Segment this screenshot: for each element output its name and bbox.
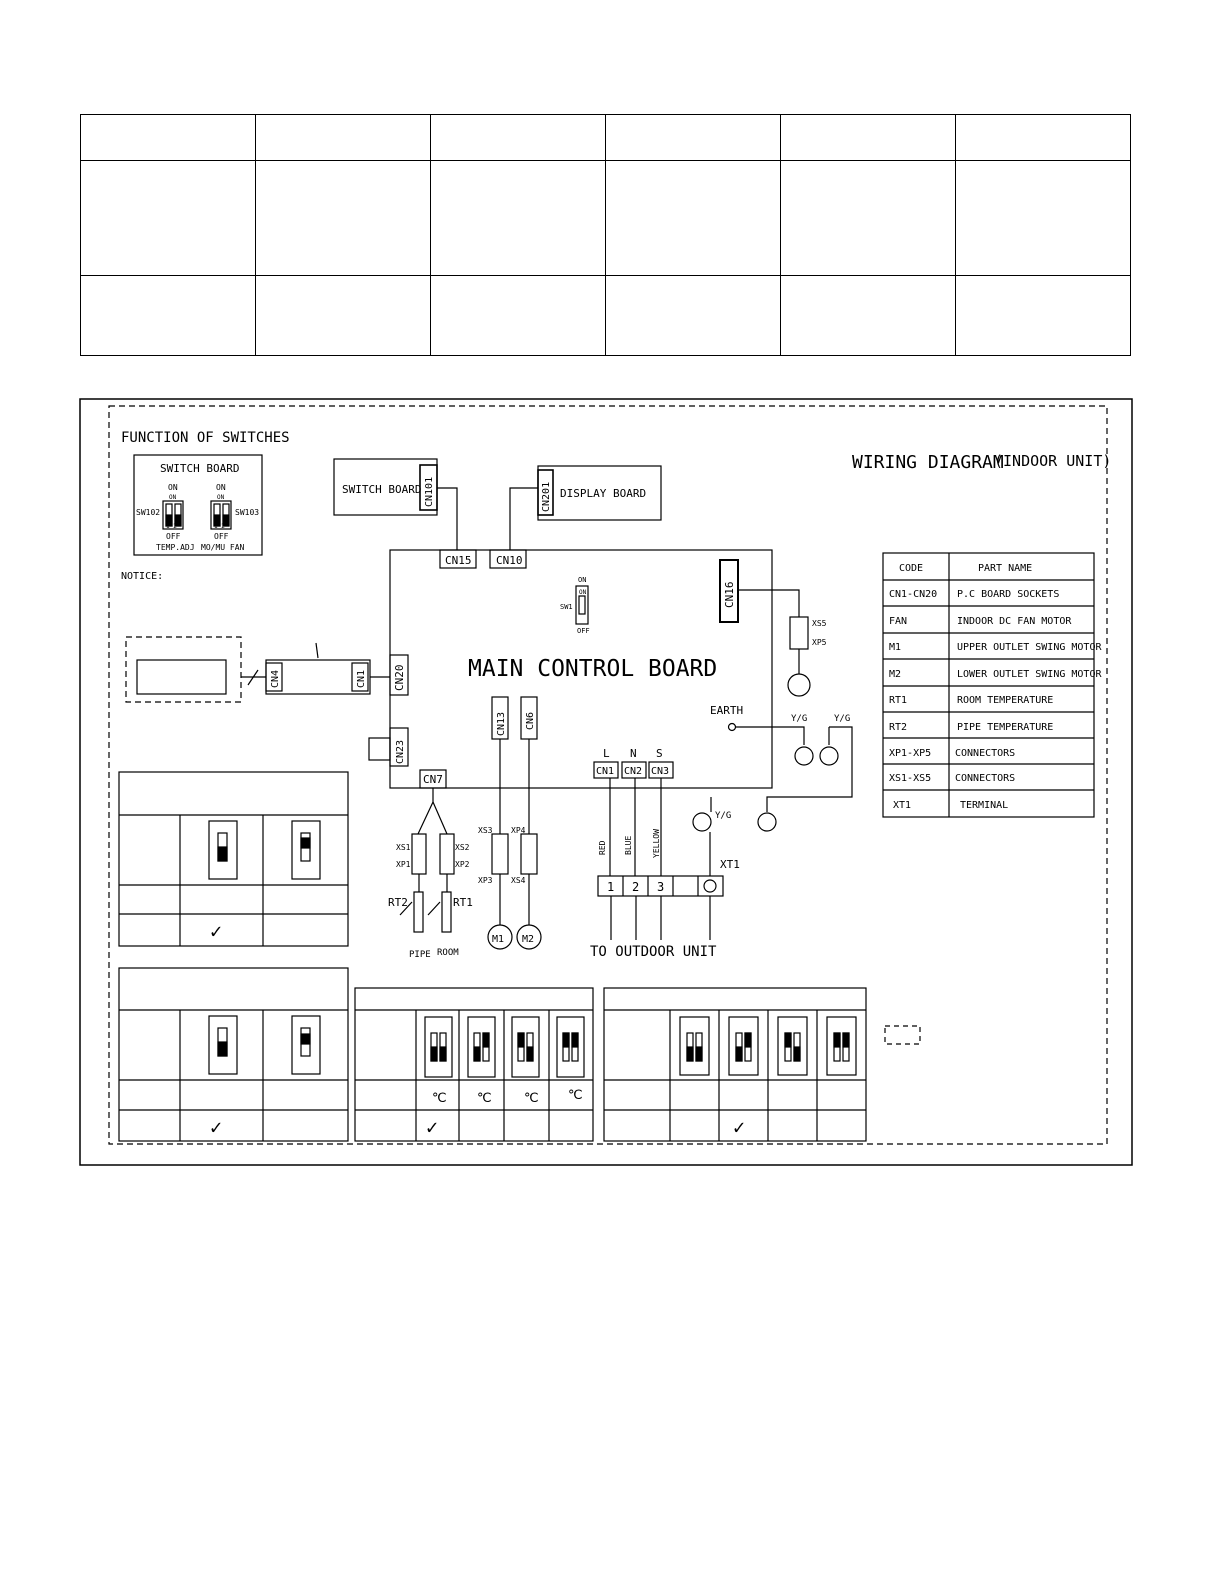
svg-text:RT1: RT1 [889, 695, 908, 706]
svg-text:CN2: CN2 [624, 766, 643, 777]
svg-text:N: N [630, 747, 637, 760]
svg-text:℃: ℃ [524, 1091, 539, 1106]
svg-text:CN1-CN20: CN1-CN20 [889, 589, 938, 600]
svg-text:FAN: FAN [889, 616, 908, 627]
svg-text:RT2: RT2 [388, 896, 408, 909]
svg-text:XP1-XP5: XP1-XP5 [889, 748, 932, 759]
svg-text:YELLOW: YELLOW [652, 829, 661, 858]
svg-text:M1: M1 [492, 934, 505, 945]
svg-text:XP4: XP4 [511, 826, 526, 835]
svg-text:CN23: CN23 [395, 739, 406, 764]
svg-text:XP3: XP3 [478, 876, 493, 885]
svg-text:CN13: CN13 [496, 711, 507, 736]
diagram-title-suffix: (INDOOR UNIT) [994, 452, 1112, 470]
svg-text:OFF: OFF [166, 532, 181, 541]
svg-text:Y/G: Y/G [834, 714, 851, 724]
svg-text:℃: ℃ [432, 1091, 447, 1106]
svg-text:CN20: CN20 [393, 664, 406, 691]
outdoor-unit-label: TO OUTDOOR UNIT [590, 944, 717, 960]
svg-text:XT1: XT1 [720, 858, 740, 871]
main-board-label: MAIN CONTROL BOARD [468, 656, 718, 682]
svg-text:XP5: XP5 [812, 638, 827, 647]
switch-board-label: SWITCH BOARD [342, 483, 422, 496]
svg-text:1 2: 1 2 [166, 523, 177, 530]
svg-text:CN7: CN7 [423, 773, 443, 786]
svg-text:PIPE: PIPE [409, 950, 431, 960]
svg-text:RED: RED [598, 840, 607, 855]
svg-text:ROOM TEMPERATURE: ROOM TEMPERATURE [957, 695, 1054, 706]
svg-text:SW102: SW102 [136, 508, 161, 517]
svg-text:ON: ON [169, 494, 177, 501]
svg-text:CONNECTORS: CONNECTORS [955, 748, 1016, 759]
svg-text:INDOOR DC FAN MOTOR: INDOOR DC FAN MOTOR [957, 616, 1072, 627]
svg-text:CN3: CN3 [651, 766, 670, 777]
svg-text:UPPER OUTLET SWING MOTOR: UPPER OUTLET SWING MOTOR [957, 642, 1102, 653]
svg-text:S: S [656, 747, 663, 760]
svg-text:XS4: XS4 [511, 876, 526, 885]
svg-text:TEMP.ADJ: TEMP.ADJ [156, 543, 195, 552]
svg-text:MO/MU FAN: MO/MU FAN [201, 543, 245, 552]
svg-text:XS3: XS3 [478, 826, 493, 835]
svg-text:CODE: CODE [899, 563, 924, 574]
function-heading: FUNCTION OF SWITCHES [121, 430, 290, 446]
svg-text:1 2: 1 2 [214, 523, 225, 530]
svg-text:3: 3 [657, 880, 665, 894]
svg-text:XS1: XS1 [396, 843, 411, 852]
svg-text:CN6: CN6 [525, 711, 536, 730]
svg-text:M2: M2 [889, 669, 902, 680]
svg-text:M1: M1 [889, 642, 902, 653]
svg-text:CN101: CN101 [424, 476, 435, 507]
svg-text:CN15: CN15 [445, 554, 472, 567]
svg-text:OFF: OFF [214, 532, 229, 541]
svg-text:PIPE TEMPERATURE: PIPE TEMPERATURE [957, 722, 1054, 733]
svg-text:✓: ✓ [733, 1115, 746, 1139]
svg-text:ON: ON [578, 576, 587, 584]
svg-text:Y/G: Y/G [715, 811, 732, 821]
svg-text:XT1: XT1 [893, 800, 912, 811]
svg-text:CN4: CN4 [270, 669, 281, 688]
svg-text:EARTH: EARTH [710, 704, 744, 717]
svg-text:M2: M2 [522, 934, 535, 945]
svg-text:OFF: OFF [577, 627, 590, 635]
svg-text:CN201: CN201 [541, 481, 552, 512]
svg-text:XS2: XS2 [455, 843, 470, 852]
svg-text:✓: ✓ [426, 1115, 439, 1139]
svg-text:CONNECTORS: CONNECTORS [955, 773, 1016, 784]
svg-text:Y/G: Y/G [791, 714, 808, 724]
svg-text:XS5: XS5 [812, 619, 827, 628]
notice-label: NOTICE: [121, 571, 164, 582]
svg-text:CN1: CN1 [356, 669, 367, 688]
svg-text:SW103: SW103 [235, 508, 260, 517]
svg-text:RT1: RT1 [453, 896, 473, 909]
svg-text:✓: ✓ [210, 919, 223, 943]
svg-text:L: L [603, 747, 610, 760]
svg-text:CN1: CN1 [596, 766, 615, 777]
display-board-label: DISPLAY BOARD [560, 487, 647, 500]
svg-text:RT2: RT2 [889, 722, 908, 733]
svg-text:XS1-XS5: XS1-XS5 [889, 773, 932, 784]
svg-text:CN10: CN10 [496, 554, 523, 567]
svg-text:PART NAME: PART NAME [978, 563, 1033, 574]
svg-text:2: 2 [632, 880, 640, 894]
svg-text:CN16: CN16 [723, 581, 736, 608]
svg-text:XP2: XP2 [455, 860, 470, 869]
svg-text:ON: ON [217, 494, 225, 501]
svg-text:P.C BOARD SOCKETS: P.C BOARD SOCKETS [957, 589, 1060, 600]
svg-text:✓: ✓ [210, 1115, 223, 1139]
svg-text:ON: ON [168, 483, 178, 492]
svg-text:ON: ON [216, 483, 226, 492]
svg-text:XP1: XP1 [396, 860, 411, 869]
svg-text:SWITCH BOARD: SWITCH BOARD [160, 462, 240, 475]
svg-text:LOWER OUTLET SWING MOTOR: LOWER OUTLET SWING MOTOR [957, 669, 1102, 680]
svg-text:SW1: SW1 [560, 603, 573, 611]
svg-text:BLUE: BLUE [624, 835, 633, 855]
svg-text:TERMINAL: TERMINAL [960, 800, 1009, 811]
svg-text:1: 1 [607, 880, 615, 894]
svg-text:℃: ℃ [568, 1088, 583, 1103]
svg-text:ON: ON [579, 589, 587, 596]
diagram-title: WIRING DIAGRAM [852, 452, 1004, 473]
svg-text:℃: ℃ [477, 1091, 492, 1106]
svg-text:ROOM: ROOM [437, 948, 459, 958]
